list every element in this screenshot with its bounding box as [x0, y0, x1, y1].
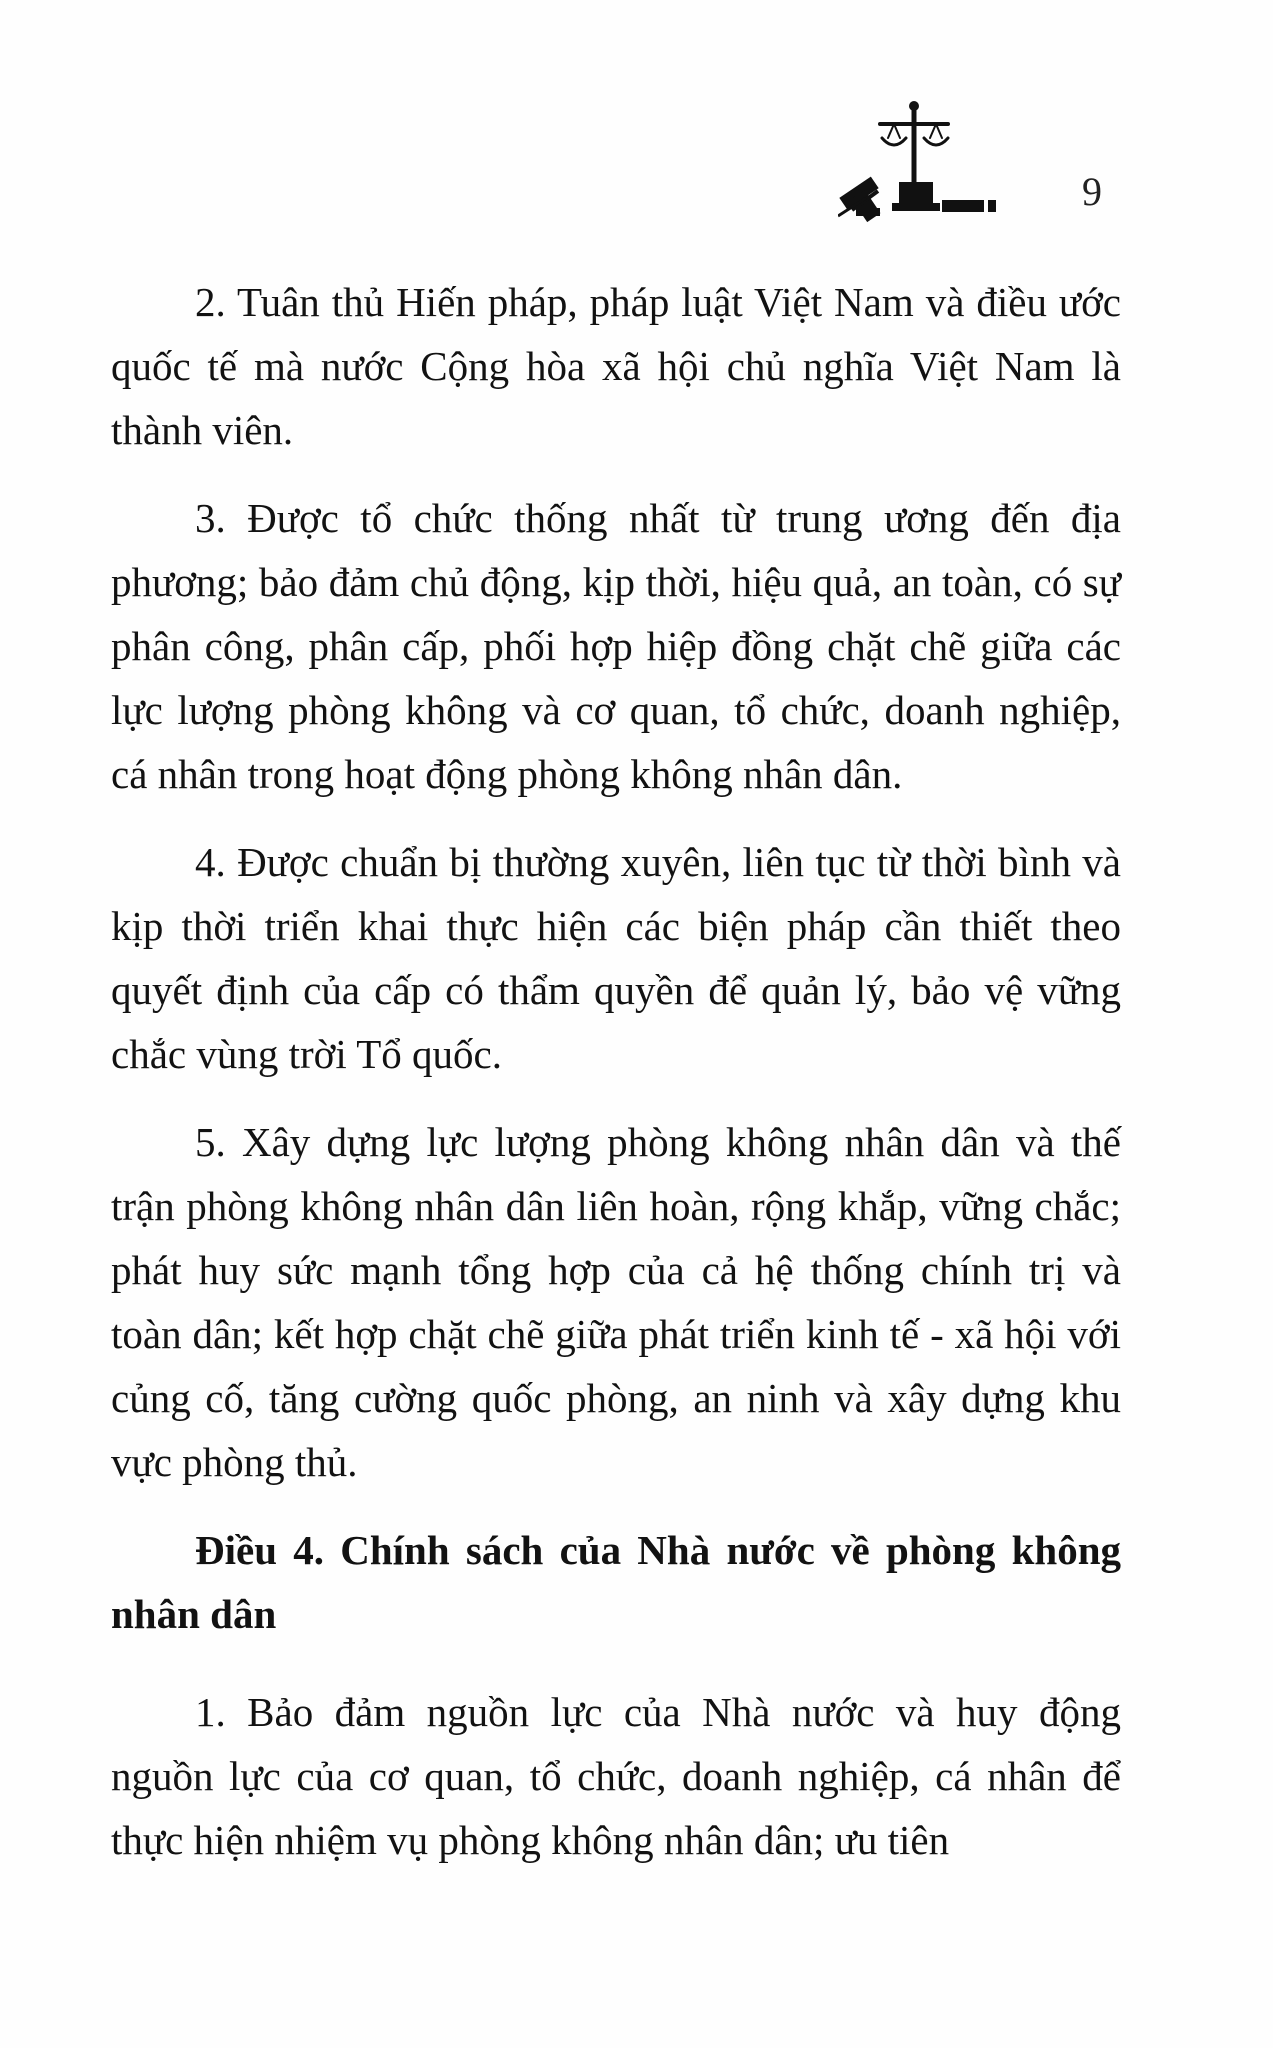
page-number: 9 — [1082, 169, 1102, 214]
page-header — [838, 96, 1108, 236]
article-4-paragraph-1: 1. Bảo đảm nguồn lực của Nhà nước và huy động nguồn lực của cơ quan, tổ chức, doanh nghiệp, cá nhân để thực hiện nhiệm vụ phòng không nhân dân; ưu tiên — [111, 1689, 1121, 1864]
paragraph-3: 3. Được tổ chức thống nhất từ trung ương đến địa phương; bảo đảm chủ động, kịp thời, hiệu quả, an toàn, có sự phân công, phân cấp, phối hợp hiệp đồng chặt chẽ giữa các lực lượng phòng không và cơ quan, tổ chức, doanh nghiệp, cá nhân trong hoạt động phòng không nhân dân. — [111, 495, 1121, 797]
law-scale-gavel-icon — [838, 96, 1018, 224]
document-content — [111, 270, 1121, 1872]
article-4-heading: Điều 4. Chính sách của Nhà nước về phòng không nhân dân — [111, 1527, 1121, 1637]
paragraph-2: 2. Tuân thủ Hiến pháp, pháp luật Việt Nam và điều ước quốc tế mà nước Cộng hòa xã hội chủ nghĩa Việt Nam là thành viên. — [111, 279, 1121, 453]
paragraph-4: 4. Được chuẩn bị thường xuyên, liên tục từ thời bình và kịp thời triển khai thực hiện các biện pháp cần thiết theo quyết định của cấp có thẩm quyền để quản lý, bảo vệ vững chắc vùng trời Tổ quốc. — [111, 839, 1121, 1077]
paragraph-5: 5. Xây dựng lực lượng phòng không nhân dân và thế trận phòng không nhân dân liên hoàn, rộng khắp, vững chắc; phát huy sức mạnh tổng hợp của cả hệ thống chính trị và toàn dân; kết hợp chặt chẽ giữa phát triển kinh tế - xã hội với củng cố, tăng cường quốc phòng, an ninh và xây dựng khu vực phòng thủ. — [111, 1119, 1121, 1485]
